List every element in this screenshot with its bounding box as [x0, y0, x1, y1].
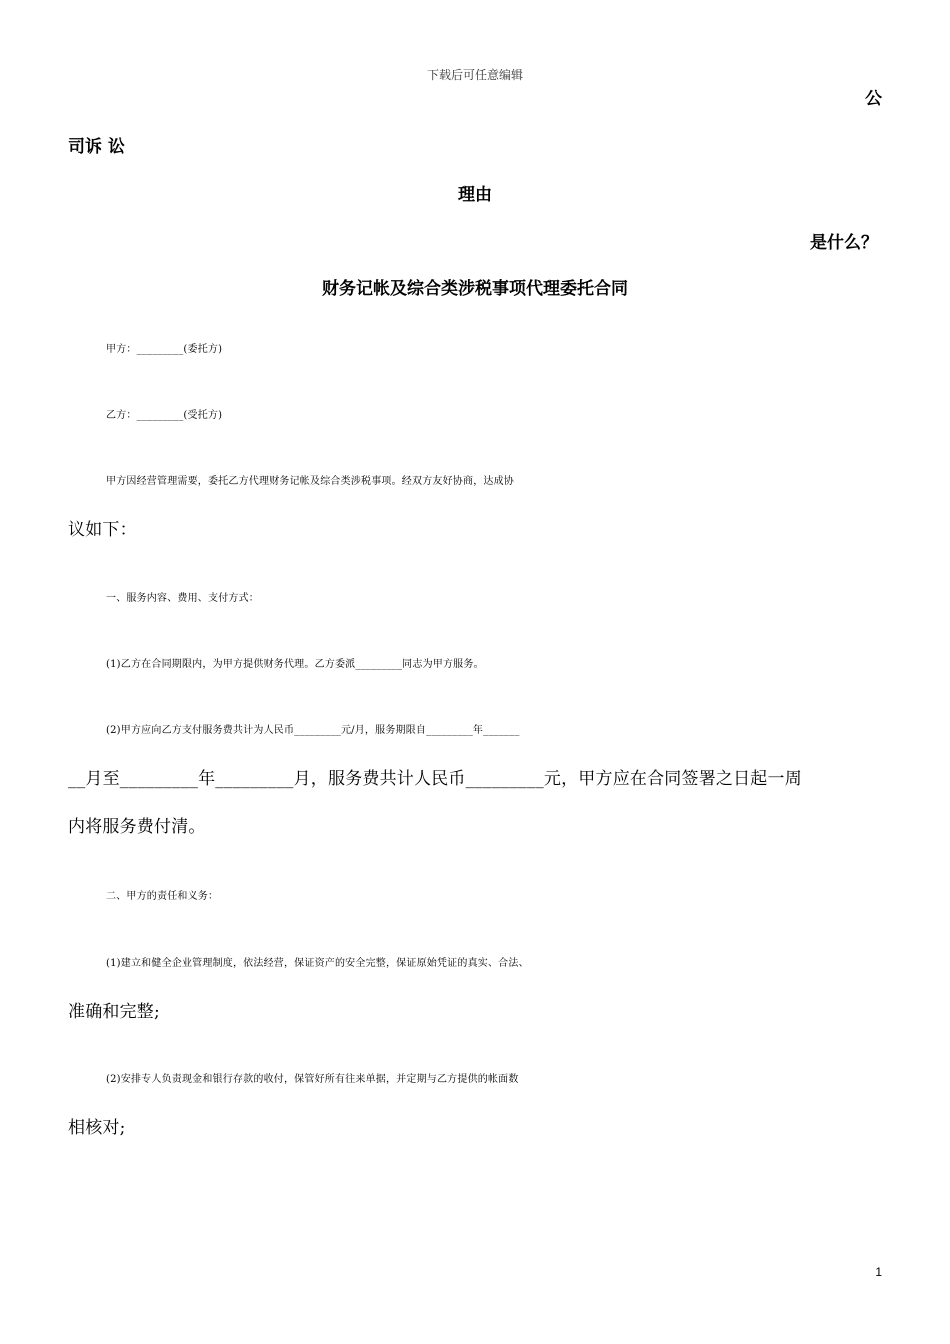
party-a-text: 甲方：_________(委托方): [106, 344, 223, 355]
party-b-line: [68, 392, 884, 440]
section-1-heading: [68, 575, 884, 623]
section-1-item-2-line-3: 内将服务费付清。: [68, 817, 206, 837]
section-2-item-1: [68, 940, 884, 1036]
page-number: 1: [875, 1265, 882, 1279]
section-2-item-2-line-1: (2)安排专人负责现金和银行存款的收付，保管好所有往来单据，并定期与乙方提供的帐面数: [106, 1074, 519, 1085]
document-title: 财务记帐及综合类涉税事项代理委托合同: [322, 279, 628, 299]
section-1-item-1-text: (1)乙方在合同期限内，为甲方提供财务代理。乙方委派_________同志为甲方服务。: [106, 659, 484, 670]
intro-line-2: 议如下：: [68, 520, 137, 540]
heading-line-1: 公: [865, 89, 882, 109]
heading-line-4: 是什么？: [810, 233, 878, 253]
section-2-heading: [68, 873, 884, 921]
header-note: 下载后可任意编辑: [426, 68, 523, 82]
party-a-line: [68, 326, 884, 374]
section-1-item-2-line-2: __月至_________年_________月，服务费共计人民币_________元，甲方应在合同签署之日起一周: [68, 769, 802, 789]
section-2-item-2: [68, 1056, 884, 1152]
section-1-item-2: [68, 707, 884, 851]
party-b-text: 乙方：_________(受托方): [106, 410, 223, 421]
intro-paragraph: [68, 458, 884, 554]
heading-line-3: 理由: [458, 185, 492, 205]
section-2-item-1-line-2: 准确和完整;: [68, 1002, 160, 1022]
section-1-text: 一、服务内容、费用、支付方式：: [106, 593, 259, 604]
section-2-text: 二、甲方的责任和义务：: [106, 891, 219, 902]
section-1-item-2-line-1: (2)甲方应向乙方支付服务费共计为人民币_________元/月，服务期限自_________年_______: [106, 725, 520, 736]
section-2-item-2-line-2: 相核对;: [68, 1118, 126, 1138]
intro-line-1: 甲方因经营管理需要，委托乙方代理财务记帐及综合类涉税事项。经双方友好协商，达成协: [106, 476, 514, 487]
section-2-item-1-line-1: (1)建立和健全企业管理制度，依法经营，保证资产的安全完整，保证原始凭证的真实、合法、: [106, 958, 529, 969]
section-1-item-1: [68, 641, 884, 689]
heading-line-2: 司诉 讼: [68, 137, 125, 157]
